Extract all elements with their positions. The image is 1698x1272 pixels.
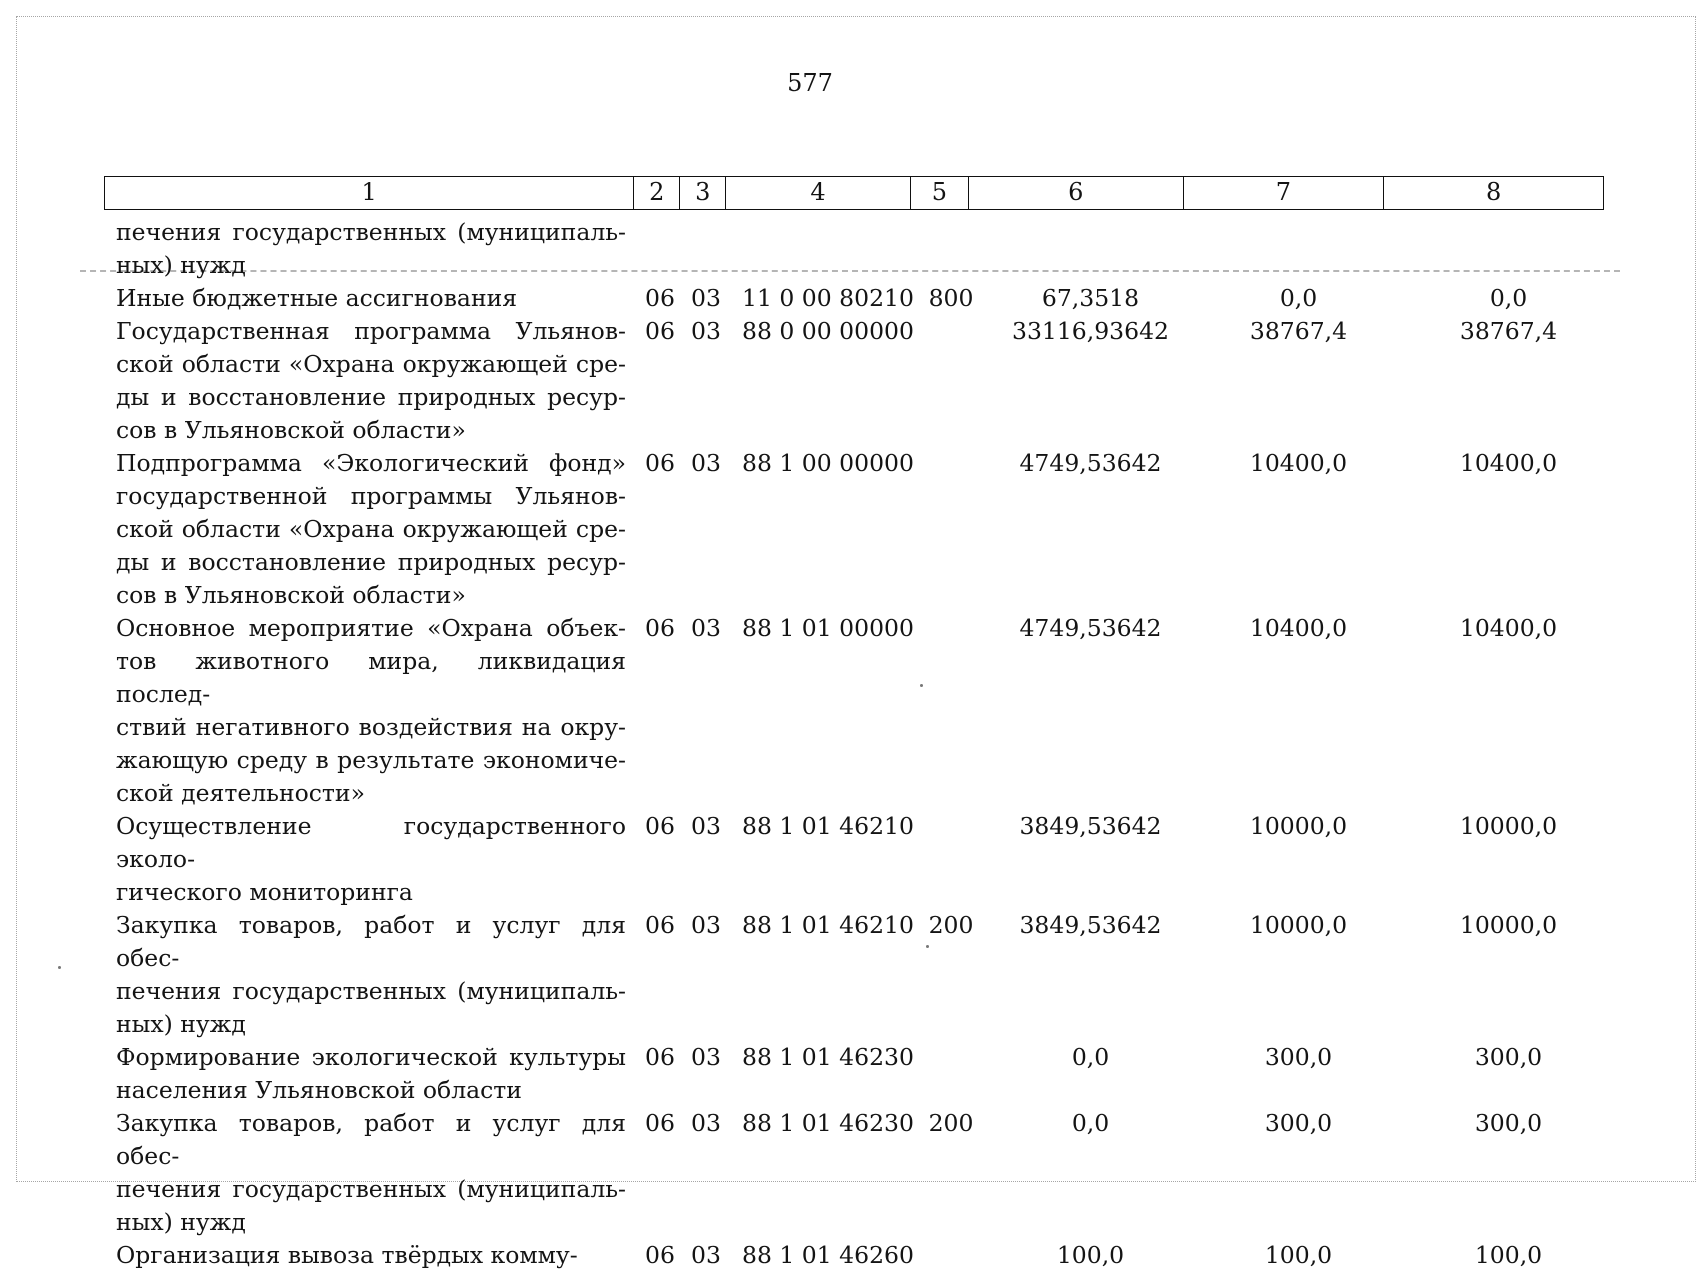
cell-col-6: 4749,53642: [1019, 614, 1162, 642]
column-header-row: [104, 176, 1604, 210]
table-row: [104, 1239, 1604, 1272]
cell-col-7: 100,0: [1264, 1241, 1333, 1269]
cell-col-5: 800: [928, 284, 974, 312]
row-name-line: государственной программы Ульянов-: [116, 482, 626, 510]
cell-col-2: 06: [645, 317, 675, 345]
row-name-line: ской деятельности»: [116, 779, 365, 807]
cell-col-8: 10000,0: [1459, 911, 1558, 939]
cell-col-4: 88 1 01 46260: [742, 1241, 914, 1269]
cell-col-2: 06: [645, 812, 675, 840]
cell-col-2: 06: [645, 911, 675, 939]
row-name-line: Основное мероприятие «Охрана объек-: [116, 614, 626, 642]
row-name: [116, 909, 626, 1041]
table-row-continuation: [104, 216, 1604, 282]
cell-col-4: 88 1 01 46230: [742, 1043, 914, 1071]
cell-col-3: 03: [691, 1241, 721, 1269]
row-name-line: печения государственных (муниципаль-: [116, 977, 626, 1005]
cell-col-8: 0,0: [1489, 284, 1528, 312]
table-row: [104, 282, 1604, 315]
cell-col-3: 03: [691, 1109, 721, 1137]
table-row: [104, 447, 1604, 612]
cell-col-5: 200: [928, 911, 974, 939]
cell-col-4: 88 1 00 00000: [742, 449, 914, 477]
budget-table-body: [104, 216, 1604, 1272]
cell-col-8: 10400,0: [1459, 614, 1558, 642]
cell-col-2: 06: [645, 614, 675, 642]
cell-col-4: 11 0 00 80210: [742, 284, 914, 312]
cell-col-6: 67,3518: [1041, 284, 1140, 312]
cell-col-4: 88 1 01 00000: [742, 614, 914, 642]
row-name-line: сов в Ульяновской области»: [116, 416, 466, 444]
row-name-line: ствий негативного воздействия на окру-: [116, 713, 626, 741]
row-name: [116, 612, 626, 810]
table-row: [104, 810, 1604, 909]
column-header-7: 7: [1184, 177, 1385, 209]
row-name-line: Закупка товаров, работ и услуг для обес-: [116, 911, 626, 972]
row-name: [116, 447, 626, 612]
row-name-line: Закупка товаров, работ и услуг для обес-: [116, 1109, 626, 1170]
cell-col-2: 06: [645, 1043, 675, 1071]
row-name-line: тов животного мира, ликвидация послед-: [116, 647, 626, 708]
page-number: 577: [787, 69, 833, 97]
row-name: [116, 1041, 626, 1107]
cell-col-8: 100,0: [1474, 1241, 1543, 1269]
row-name-line: печения государственных (муниципаль-: [116, 1175, 626, 1203]
cell-col-2: 06: [645, 1109, 675, 1137]
row-name-line: печения государственных (муниципаль-: [116, 218, 626, 246]
cell-col-7: 300,0: [1264, 1109, 1333, 1137]
column-header-5: 5: [911, 177, 969, 209]
cell-col-6: 3849,53642: [1019, 812, 1162, 840]
scan-speck: [58, 966, 61, 969]
row-name-line: гического мониторинга: [116, 878, 413, 906]
column-header-2: 2: [634, 177, 680, 209]
cell-col-3: 03: [691, 317, 721, 345]
column-header-3: 3: [680, 177, 726, 209]
row-name: [116, 810, 626, 909]
cell-col-6: 100,0: [1056, 1241, 1125, 1269]
cell-col-2: 06: [645, 284, 675, 312]
cell-col-3: 03: [691, 911, 721, 939]
row-name-line: ды и восстановление природных ресур-: [116, 383, 626, 411]
cell-col-7: 300,0: [1264, 1043, 1333, 1071]
cell-col-6: 4749,53642: [1019, 449, 1162, 477]
cell-col-7: 10400,0: [1249, 614, 1348, 642]
cell-col-3: 03: [691, 449, 721, 477]
cell-col-5: 200: [928, 1109, 974, 1137]
column-header-1: 1: [105, 177, 634, 209]
row-name-line: ской области «Охрана окружающей сре-: [116, 350, 626, 378]
cell-col-3: 03: [691, 614, 721, 642]
row-name: [116, 315, 626, 447]
cell-col-3: 03: [691, 812, 721, 840]
cell-col-7: 0,0: [1279, 284, 1318, 312]
cell-col-4: 88 1 01 46210: [742, 911, 914, 939]
cell-col-8: 10400,0: [1459, 449, 1558, 477]
cell-col-8: 300,0: [1474, 1109, 1543, 1137]
cell-col-3: 03: [691, 1043, 721, 1071]
cell-col-8: 38767,4: [1459, 317, 1558, 345]
cell-col-8: 300,0: [1474, 1043, 1543, 1071]
table-row: [104, 909, 1604, 1041]
cell-col-3: 03: [691, 284, 721, 312]
row-name-line: Осуществление государственного эколо-: [116, 812, 626, 873]
row-name-line: Формирование экологической культуры: [116, 1043, 626, 1071]
cell-col-7: 10000,0: [1249, 812, 1348, 840]
cell-col-7: 38767,4: [1249, 317, 1348, 345]
row-name-line: ных) нужд: [116, 1208, 246, 1236]
cell-col-7: 10000,0: [1249, 911, 1348, 939]
table-row: [104, 1107, 1604, 1239]
row-name-line: ных) нужд: [116, 1010, 246, 1038]
cell-col-4: 88 0 00 00000: [742, 317, 914, 345]
cell-col-6: 0,0: [1071, 1109, 1110, 1137]
cell-col-2: 06: [645, 1241, 675, 1269]
row-name: [116, 216, 626, 282]
cell-col-7: 10400,0: [1249, 449, 1348, 477]
column-header-8: 8: [1486, 178, 1502, 206]
column-header-6: 6: [969, 177, 1184, 209]
row-name-line: населения Ульяновской области: [116, 1076, 522, 1104]
row-name-line: ных) нужд: [116, 251, 246, 279]
row-name: [116, 1107, 626, 1239]
cell-col-6: 3849,53642: [1019, 911, 1162, 939]
table-row: [104, 612, 1604, 810]
cell-col-6: 0,0: [1071, 1043, 1110, 1071]
row-name: [116, 1239, 626, 1272]
row-name-line: жающую среду в результате экономиче-: [116, 746, 626, 774]
row-name: [116, 282, 626, 315]
row-name-line: Государственная программа Ульянов-: [116, 317, 626, 345]
cell-col-4: 88 1 01 46210: [742, 812, 914, 840]
row-name-line: Иные бюджетные ассигнования: [116, 284, 518, 312]
column-header-4: 4: [726, 177, 911, 209]
cell-col-4: 88 1 01 46230: [742, 1109, 914, 1137]
row-name-line: Организация вывоза твёрдых комму-: [116, 1241, 578, 1269]
cell-col-6: 33116,93642: [1012, 317, 1169, 345]
row-name-line: ской области «Охрана окружающей сре-: [116, 515, 626, 543]
row-name-line: Подпрограмма «Экологический фонд»: [116, 449, 626, 477]
table-row: [104, 1041, 1604, 1107]
cell-col-2: 06: [645, 449, 675, 477]
cell-col-8: 10000,0: [1459, 812, 1558, 840]
row-name-line: сов в Ульяновской области»: [116, 581, 466, 609]
row-name-line: ды и восстановление природных ресур-: [116, 548, 626, 576]
table-row: [104, 315, 1604, 447]
